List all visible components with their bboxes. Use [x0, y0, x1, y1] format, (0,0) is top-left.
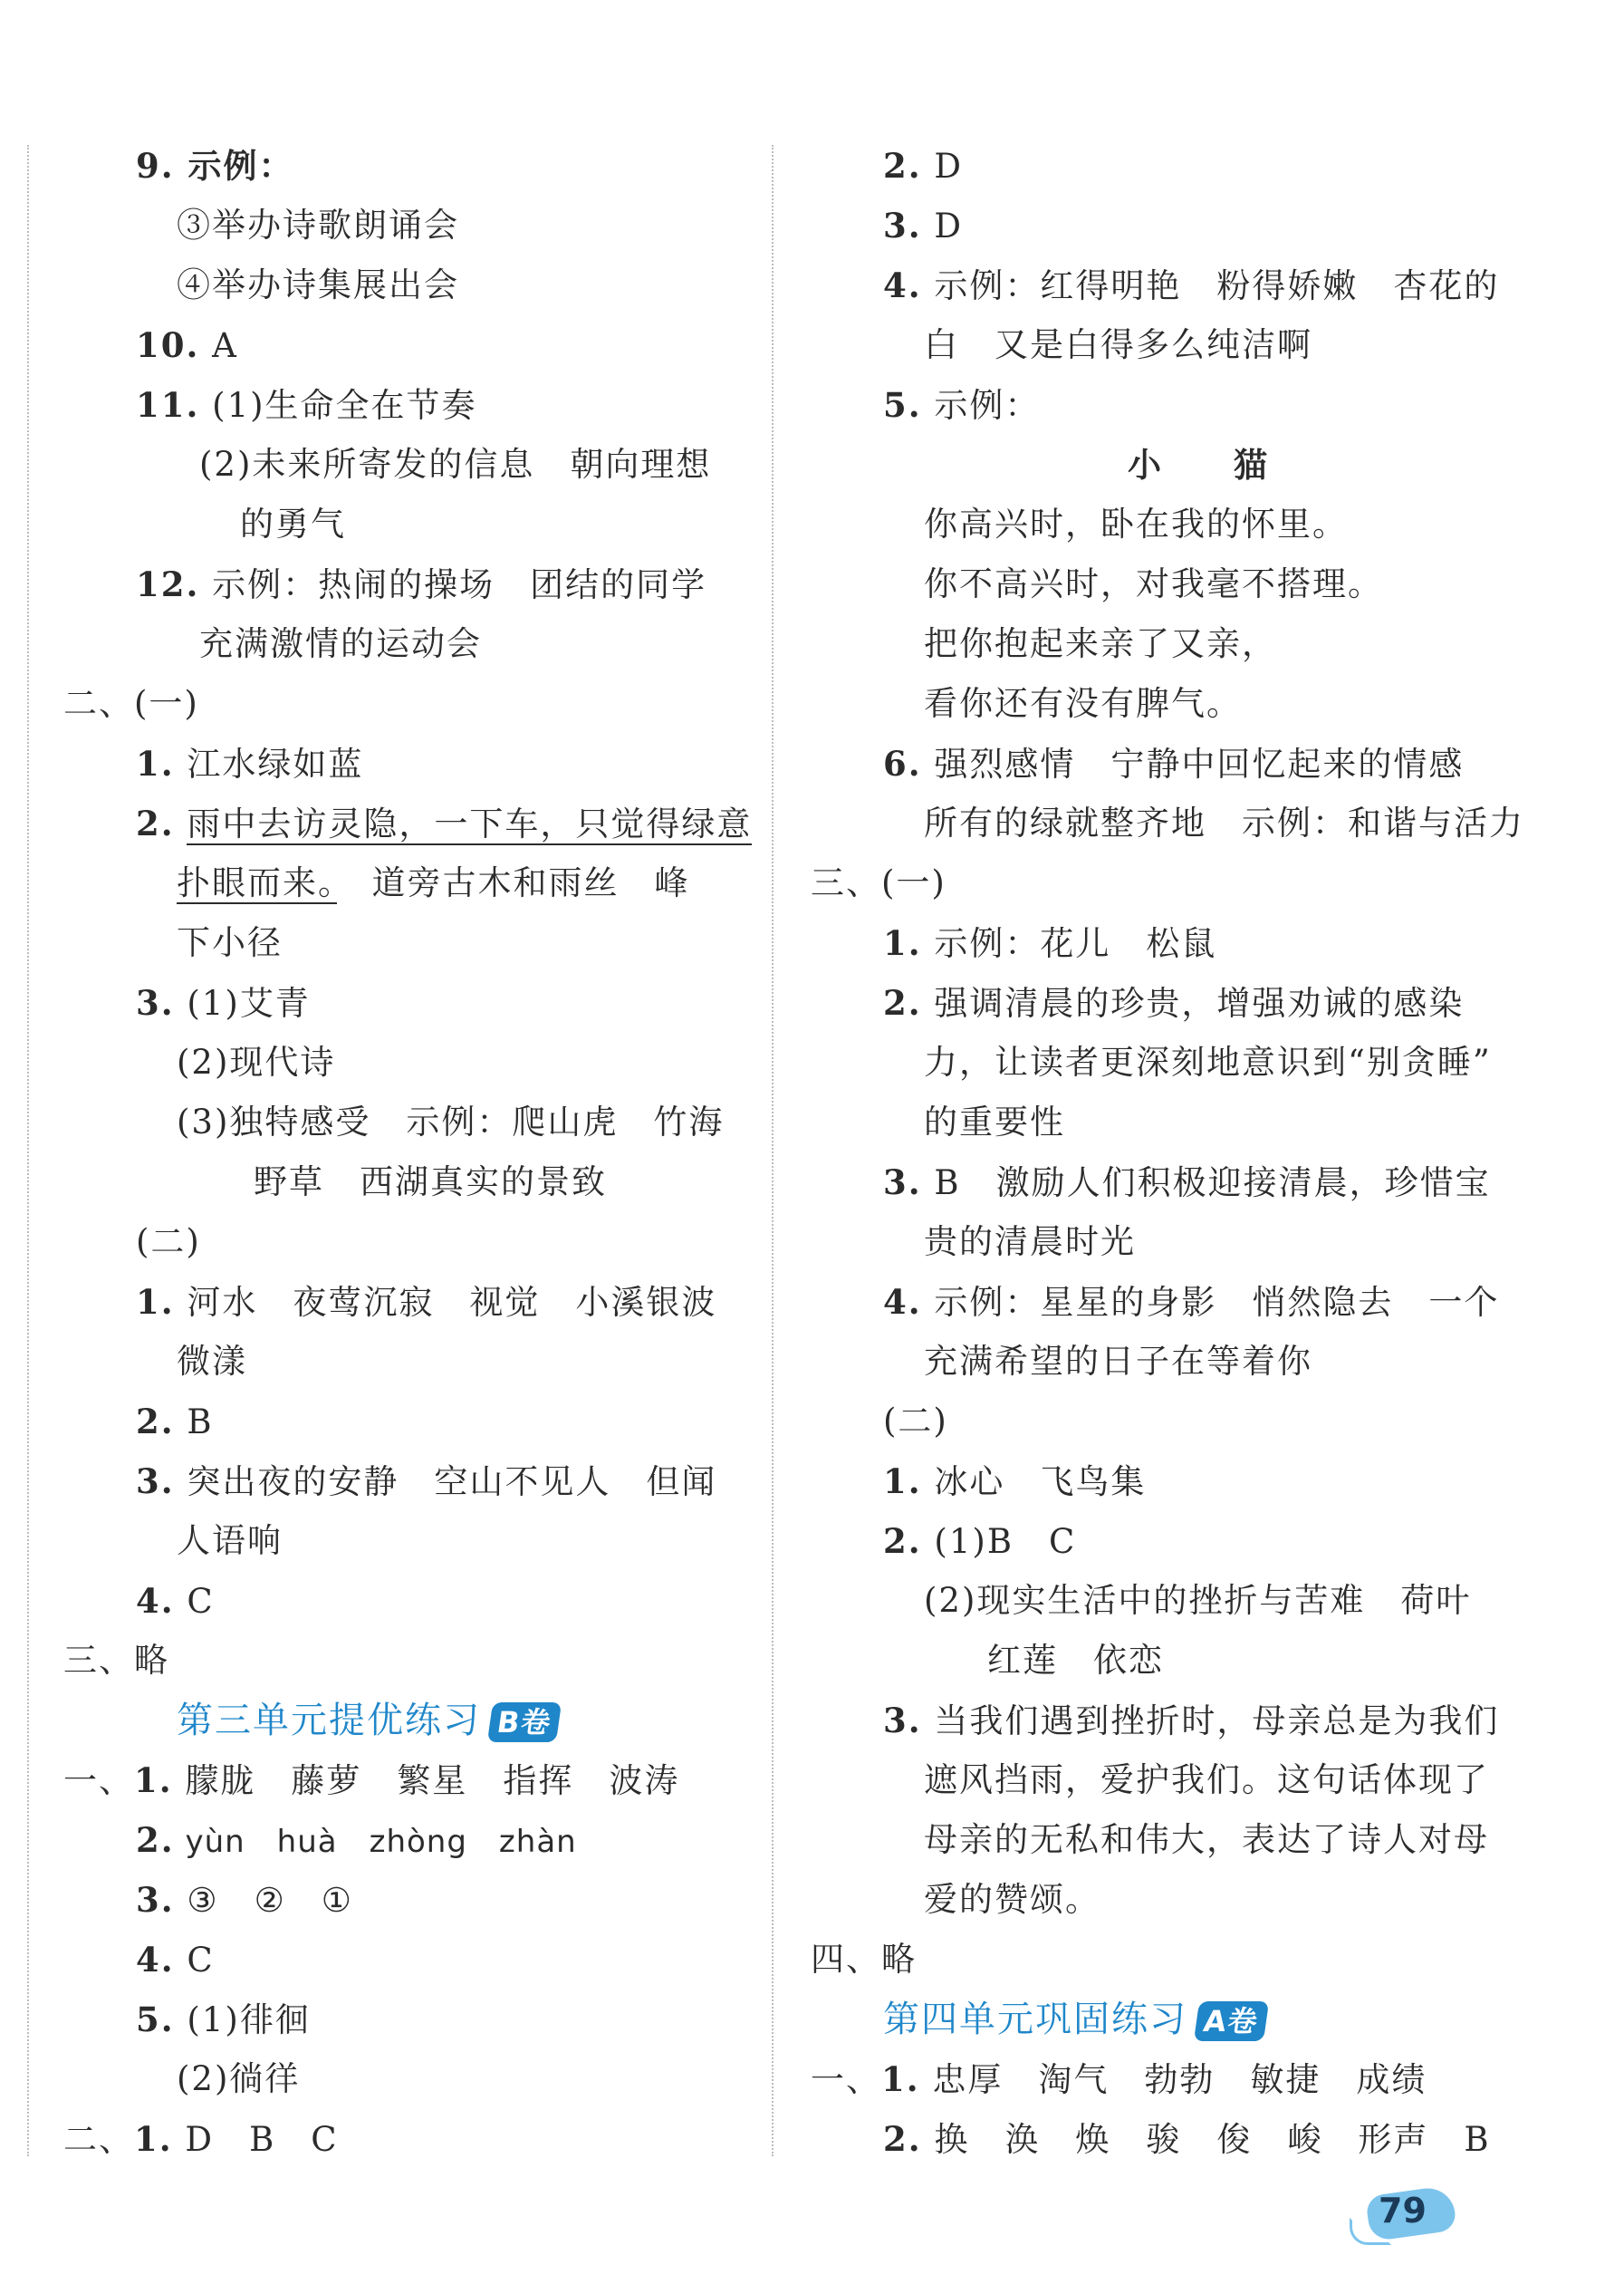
section-label: 三、(一) [811, 863, 947, 902]
unit-heading: 第三单元提优练习 B卷 [63, 1691, 752, 1750]
answer-line: 1. 示例：花儿 松鼠 [883, 923, 1217, 963]
answer-line: ④举办诗集展出会 [177, 265, 459, 304]
answer-line: 4. 示例：红得明艳 粉得娇嫩 杏花的 [883, 265, 1500, 305]
answer-line: 5. (1)徘徊 [136, 1999, 311, 2039]
poem-line: 看你还有没有脾气。 [924, 684, 1242, 723]
answer-line: 野草 西湖真实的景致 [254, 1162, 607, 1201]
answer-line: 微漾 [177, 1342, 247, 1381]
answer-line: 1. 冰心 飞鸟集 [883, 1461, 1147, 1501]
paper-badge: A卷 [1194, 2001, 1269, 2041]
answer-line: 9. 示例： [136, 146, 294, 186]
answer-line: 所有的绿就整齐地 示例：和谐与活力 [924, 804, 1524, 843]
answer-line: 3. (1)艾青 [136, 983, 311, 1023]
column-divider-left [27, 145, 29, 2156]
answer-line: 4. C [136, 1581, 215, 1621]
answer-line: 下小径 [177, 923, 283, 962]
answer-line: 红莲 依恋 [987, 1641, 1164, 1680]
left-column [63, 136, 752, 2169]
answer-line: 4. 示例：星星的身影 悄然隐去 一个 [883, 1282, 1500, 1322]
answer-line: 的重要性 [924, 1103, 1065, 1142]
answer-line: (2)徜徉 [177, 2059, 301, 2098]
answer-line: 3. B 激励人们积极迎接清晨，珍惜宝 [883, 1162, 1491, 1202]
underlined-text: 雨中去访灵隐，一下车，只觉得绿意 [187, 805, 753, 843]
answer-line: 力，让读者更深刻地意识到“别贪睡” [924, 1043, 1492, 1082]
answer-line: 扑眼而来。 道旁古木和雨丝 峰 [177, 863, 690, 902]
poem-line: 你高兴时，卧在我的怀里。 [924, 505, 1348, 544]
section-label: (二) [136, 1222, 201, 1261]
column-divider-center [772, 145, 774, 2156]
answer-line: 人语响 [177, 1521, 283, 1560]
answer-line: 10. A [136, 325, 238, 365]
answer-line: 白 又是白得多么纯洁啊 [924, 325, 1312, 364]
answer-line: 1. 江水绿如蓝 [136, 744, 364, 784]
answer-line: 母亲的无私和伟大，表达了诗人对母 [924, 1820, 1489, 1859]
answer-line: ③举办诗歌朗诵会 [177, 206, 459, 245]
answer-line: 2. B [136, 1402, 214, 1441]
answer-line: 二、1. D B C [63, 2119, 339, 2159]
answer-line: 3. 突出夜的安静 空山不见人 但闻 [136, 1461, 717, 1501]
answer-line: 2. (1)B C [883, 1521, 1077, 1561]
answer-line: 12. 示例：热闹的操场 团结的同学 [136, 564, 707, 604]
answer-line: 充满希望的日子在等着你 [924, 1342, 1312, 1381]
answer-line: 6. 强烈感情 宁静中回忆起来的情感 [883, 744, 1465, 784]
section-label: (二) [883, 1402, 948, 1441]
answer-line: 3. 当我们遇到挫折时，母亲总是为我们 [883, 1701, 1500, 1740]
answer-line: 一、1. 朦胧 藤萝 繁星 指挥 波涛 [63, 1760, 680, 1800]
answer-line: 贵的清晨时光 [924, 1222, 1136, 1261]
answer-line: (2)现代诗 [177, 1043, 336, 1082]
answer-line: 4. C [136, 1940, 215, 1980]
answer-line: 3. D [883, 206, 964, 246]
answer-line: 2. D [883, 146, 964, 186]
answer-line: (3)独特感受 示例：爬山虎 竹海 [177, 1103, 725, 1142]
answer-line: 2. yùn huà zhòng zhàn [136, 1820, 577, 1860]
section-label: 二、(一) [63, 684, 199, 723]
unit-heading: 第四单元巩固练习 A卷 [811, 1990, 1499, 2049]
answer-line: 2. 强调清晨的珍贵，增强劝诫的感染 [883, 983, 1465, 1023]
answer-line: 一、1. 忠厚 淘气 勃勃 敏捷 成绩 [811, 2059, 1427, 2099]
answer-line: 2. 雨中去访灵隐，一下车，只觉得绿意 [136, 804, 753, 843]
underlined-text: 扑眼而来。 [177, 863, 337, 902]
answer-line: 1. 河水 夜莺沉寂 视觉 小溪银波 [136, 1282, 717, 1322]
section-label: 三、略 [63, 1641, 169, 1680]
answer-line: (2)未来所寄发的信息 朝向理想 [199, 445, 712, 484]
answer-line: 2. 换 涣 焕 骏 俊 峻 形声 B [883, 2119, 1491, 2159]
section-label: 四、略 [811, 1940, 917, 1979]
answer-line: 的勇气 [240, 505, 346, 544]
poem-line: 把你抱起来亲了又亲， [924, 624, 1277, 663]
poem-title: 小 猫 [1128, 445, 1269, 485]
answer-line: 11. (1)生命全在节奏 [136, 385, 477, 425]
page-number-text: 79 [1379, 2191, 1427, 2231]
answer-line: 遮风挡雨，爱护我们。这句话体现了 [924, 1760, 1489, 1799]
right-column [811, 136, 1524, 2169]
answer-line: 5. 示例： [883, 385, 1041, 425]
page-number [1350, 2183, 1458, 2247]
poem-line: 你不高兴时，对我毫不搭理。 [924, 564, 1383, 603]
answer-line: 充满激情的运动会 [199, 624, 482, 663]
answer-line: 爱的赞颂。 [924, 1880, 1100, 1919]
answer-line: 3. ③ ② ① [136, 1880, 353, 1920]
answer-line: (2)现实生活中的挫折与苦难 荷叶 [924, 1581, 1472, 1620]
paper-badge: B卷 [487, 1702, 562, 1742]
